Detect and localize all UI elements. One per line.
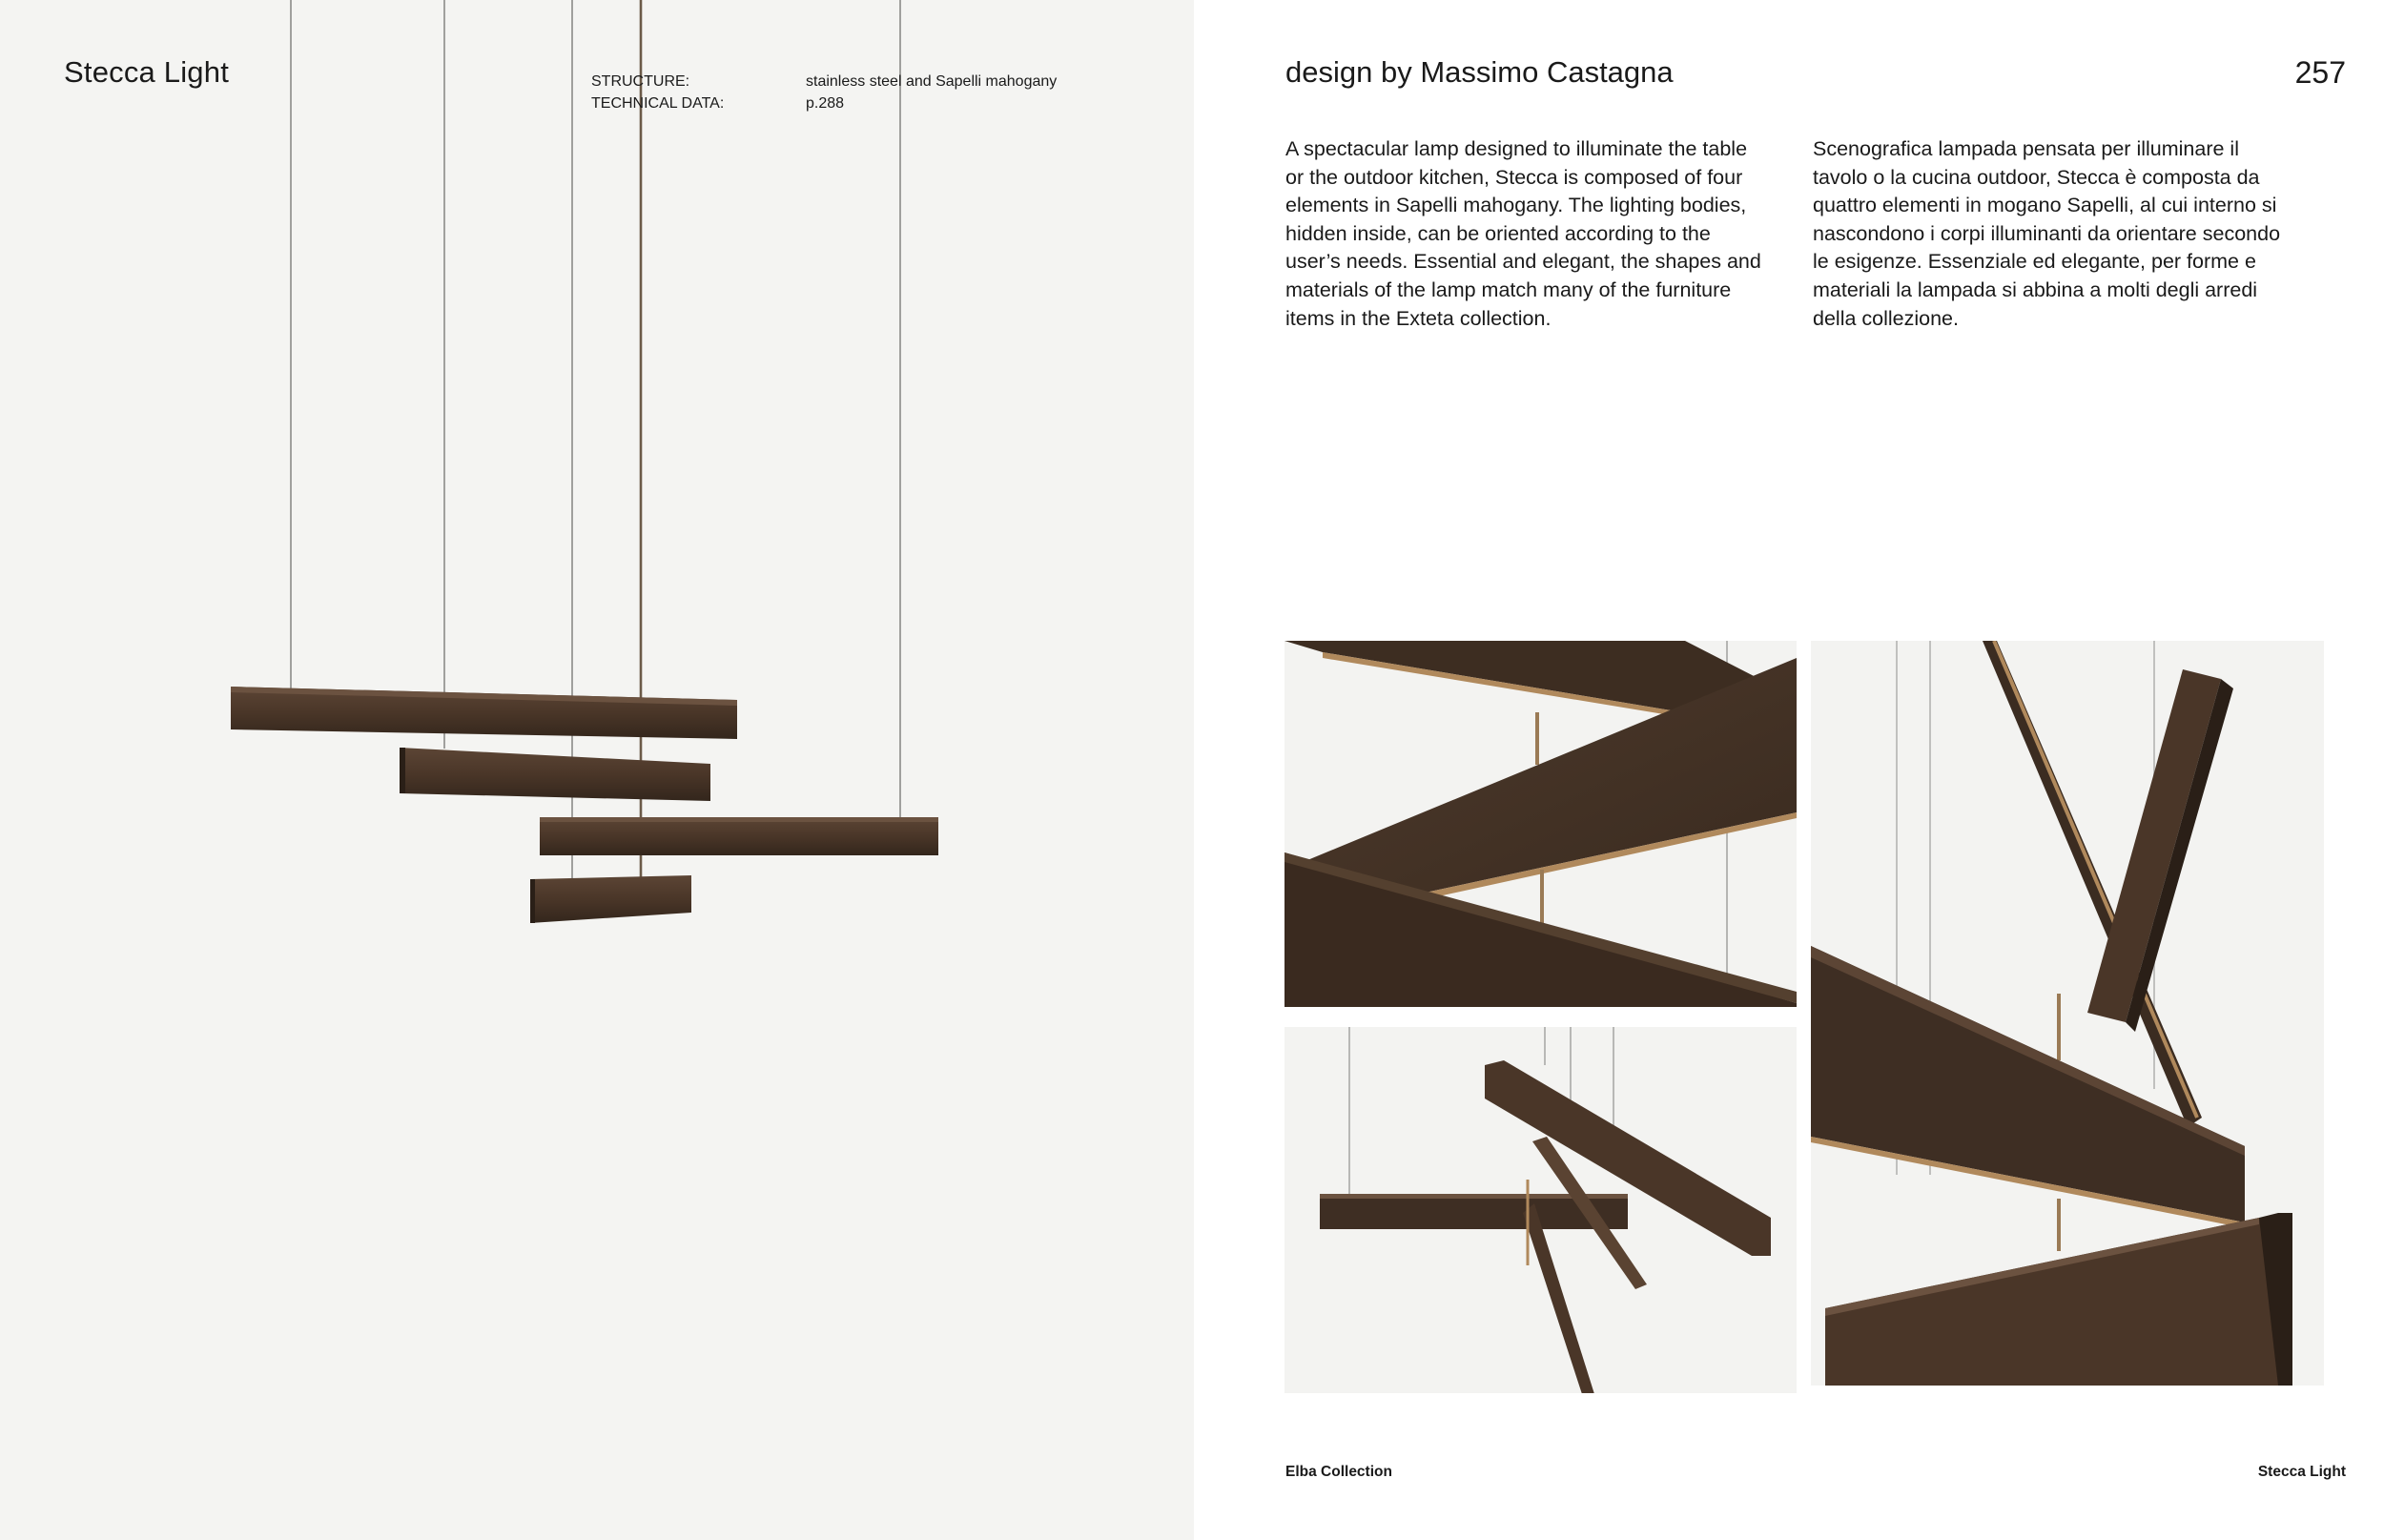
page-number: 257: [2294, 55, 2346, 90]
wood-bar: [231, 687, 737, 739]
wood-bar: [530, 875, 691, 923]
spec-label: STRUCTURE:: [591, 73, 690, 90]
spec-value: stainless steel and Sapelli mahogany: [806, 73, 1058, 90]
description-english: A spectacular lamp designed to illuminate the table or the outdoor kitchen, Stecca is composed of four elements in Sapelli mahogany. The lighting bodies, hidden inside, can be oriented according to the user’s needs. Essential and elegant, the shapes and materials of the lamp match many of the furniture items in the Exteta collection.: [1285, 137, 1761, 330]
detail-photo-wide: [1284, 1027, 1797, 1393]
product-title: Stecca Light: [64, 55, 230, 89]
right-page: [1194, 0, 2384, 1540]
description-italian: Scenografica lampada pensata per illuminare il tavolo o la cucina outdoor, Stecca è composta da quattro elementi in mogano Sapelli, al cui interno si nascondono i corpi illuminanti da orientare secondo le esigenze. Essenziale ed elegante, per forme e materiali la lampada si abbina a molti degli arredi della collezione.: [1813, 137, 2281, 330]
detail-photo-tall: [1811, 641, 2324, 1386]
footer-product: Stecca Light: [2257, 1464, 2346, 1480]
detail-photo-closeup: [1284, 641, 1797, 1007]
wood-bar: [540, 817, 938, 855]
spec-value: p.288: [806, 95, 845, 112]
spec-label: TECHNICAL DATA:: [591, 95, 725, 112]
footer-collection: Elba Collection: [1285, 1464, 1392, 1480]
designer-credit: design by Massimo Castagna: [1285, 55, 1674, 89]
wood-bar: [400, 748, 710, 801]
